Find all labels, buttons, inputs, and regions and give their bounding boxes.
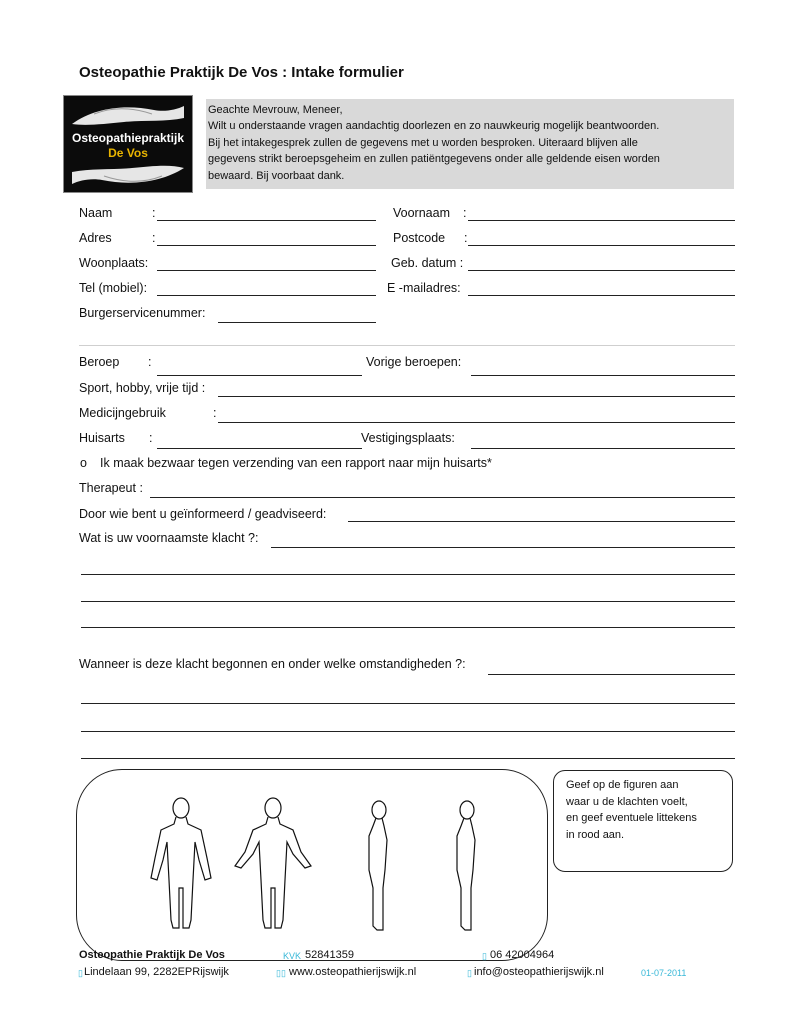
huisarts-field[interactable] [157,448,362,449]
section-divider [79,345,735,346]
website-icon-2: ▯ [281,968,286,978]
tel-label: Tel (mobiel): [79,281,148,295]
logo-text-line2: De Vos [108,146,148,160]
vorige-beroepen-field[interactable] [471,375,735,376]
vorige-beroepen-label: Vorige beroepen: [366,355,462,369]
intro-line: Geachte Mevrouw, Meneer, [208,104,343,116]
footer-phone: 06 42004964 [490,949,555,961]
sport-label: Sport, hobby, vrije tijd : [79,381,206,395]
intro-line: gegevens strikt beroepsgeheim en zullen patiëntgegevens onder alle geldende eisen worden [208,153,660,166]
klacht-field-line[interactable] [81,601,735,602]
naam-field[interactable] [157,220,376,221]
colon: : [148,355,152,369]
postcode-label: Postcode [393,231,446,245]
body-front-icon [151,798,211,928]
geinformeerd-field[interactable] [348,521,735,522]
body-figures-box [76,769,548,961]
klacht-field[interactable] [271,547,735,548]
intro-line: Bij het intakegesprek zullen de gegevens met u worden besproken. Uiteraard blijven alle [208,136,638,149]
instruction-note-box [553,770,733,872]
colon: : [464,231,468,245]
email-field[interactable] [468,295,735,296]
footer-website[interactable]: www.osteopathierijswijk.nl [289,966,417,978]
intro-text-box [206,99,734,189]
footer-practice-name: Osteopathie Praktijk De Vos [79,949,225,961]
note-line: in rood aan. [566,828,625,841]
naam-label: Naam [79,206,113,220]
geb-datum-field[interactable] [468,270,735,271]
voornaam-label: Voornaam [393,206,450,220]
body-side-right-icon [457,801,475,930]
medicijn-field[interactable] [218,422,735,423]
wanneer-field[interactable] [488,674,735,675]
body-figures-icon [77,770,547,960]
note-line: en geef eventuele littekens [566,812,697,824]
note-line: waar u de klachten voelt, [566,795,688,808]
therapeut-field[interactable] [150,497,735,498]
address-icon: ▯ [78,968,83,978]
form-title: Osteopathie Praktijk De Vos : Intake formulier [79,64,404,81]
note-line: Geef op de figuren aan [566,779,679,791]
tel-field[interactable] [157,295,376,296]
wanneer-field-line[interactable] [81,731,735,732]
email-icon: ▯ [467,968,472,978]
huisarts-label: Huisarts [79,431,125,445]
klacht-label: Wat is uw voornaamste klacht ?: [79,531,259,545]
logo-text-line1: Osteopathiepraktijk [71,131,185,145]
footer-kvk-number: 52841359 [305,949,354,961]
postcode-field[interactable] [468,245,735,246]
bezwaar-checkbox[interactable]: o [80,456,87,470]
sport-field[interactable] [218,396,735,397]
therapeut-label: Therapeut : [79,481,143,495]
geinformeerd-label: Door wie bent u geïnformeerd / geadviseerd: [79,507,327,521]
website-icon: ▯ [276,968,281,978]
woonplaats-label: Woonplaats: [79,256,149,270]
wanneer-label: Wanneer is deze klacht begonnen en onder welke omstandigheden ?: [79,657,466,671]
footer-kvk-label: KVK [283,951,302,961]
voornaam-field[interactable] [468,220,735,221]
vestigingsplaats-field[interactable] [471,448,735,449]
phone-icon: ▯ [482,951,487,961]
footer-address: Lindelaan 99, 2282EPRijswijk [84,966,229,978]
body-back-icon [235,798,311,928]
intro-line: bewaard. Bij voorbaat dank. [208,169,345,182]
intro-line: Wilt u onderstaande vragen aandachtig doorlezen en zo nauwkeurig mogelijk beantwoorden. [208,120,660,133]
colon: : [213,406,217,420]
bsn-field[interactable] [218,322,376,323]
wanneer-field-line[interactable] [81,703,735,704]
colon: : [152,206,156,220]
vestigingsplaats-label: Vestigingsplaats: [361,431,455,445]
practice-logo [63,95,193,193]
adres-label: Adres [79,231,112,245]
wanneer-field-line[interactable] [81,758,735,759]
medicijn-label: Medicijngebruik [79,406,166,420]
klacht-field-line[interactable] [81,574,735,575]
bsn-label: Burgerservicenummer: [79,306,206,320]
geb-datum-label: Geb. datum : [391,256,464,270]
beroep-label: Beroep [79,355,120,369]
colon: : [149,431,153,445]
klacht-field-line[interactable] [81,627,735,628]
email-label: E -mailadres: [387,281,461,295]
colon: : [152,231,156,245]
beroep-field[interactable] [157,375,362,376]
colon: : [463,206,467,220]
footer-email[interactable]: info@osteopathierijswijk.nl [474,966,604,978]
footer-date: 01-07-2011 [641,968,687,978]
body-side-left-icon [369,801,387,930]
woonplaats-field[interactable] [157,270,376,271]
adres-field[interactable] [157,245,376,246]
bezwaar-label: Ik maak bezwaar tegen verzending van een rapport naar mijn huisarts* [100,456,492,470]
